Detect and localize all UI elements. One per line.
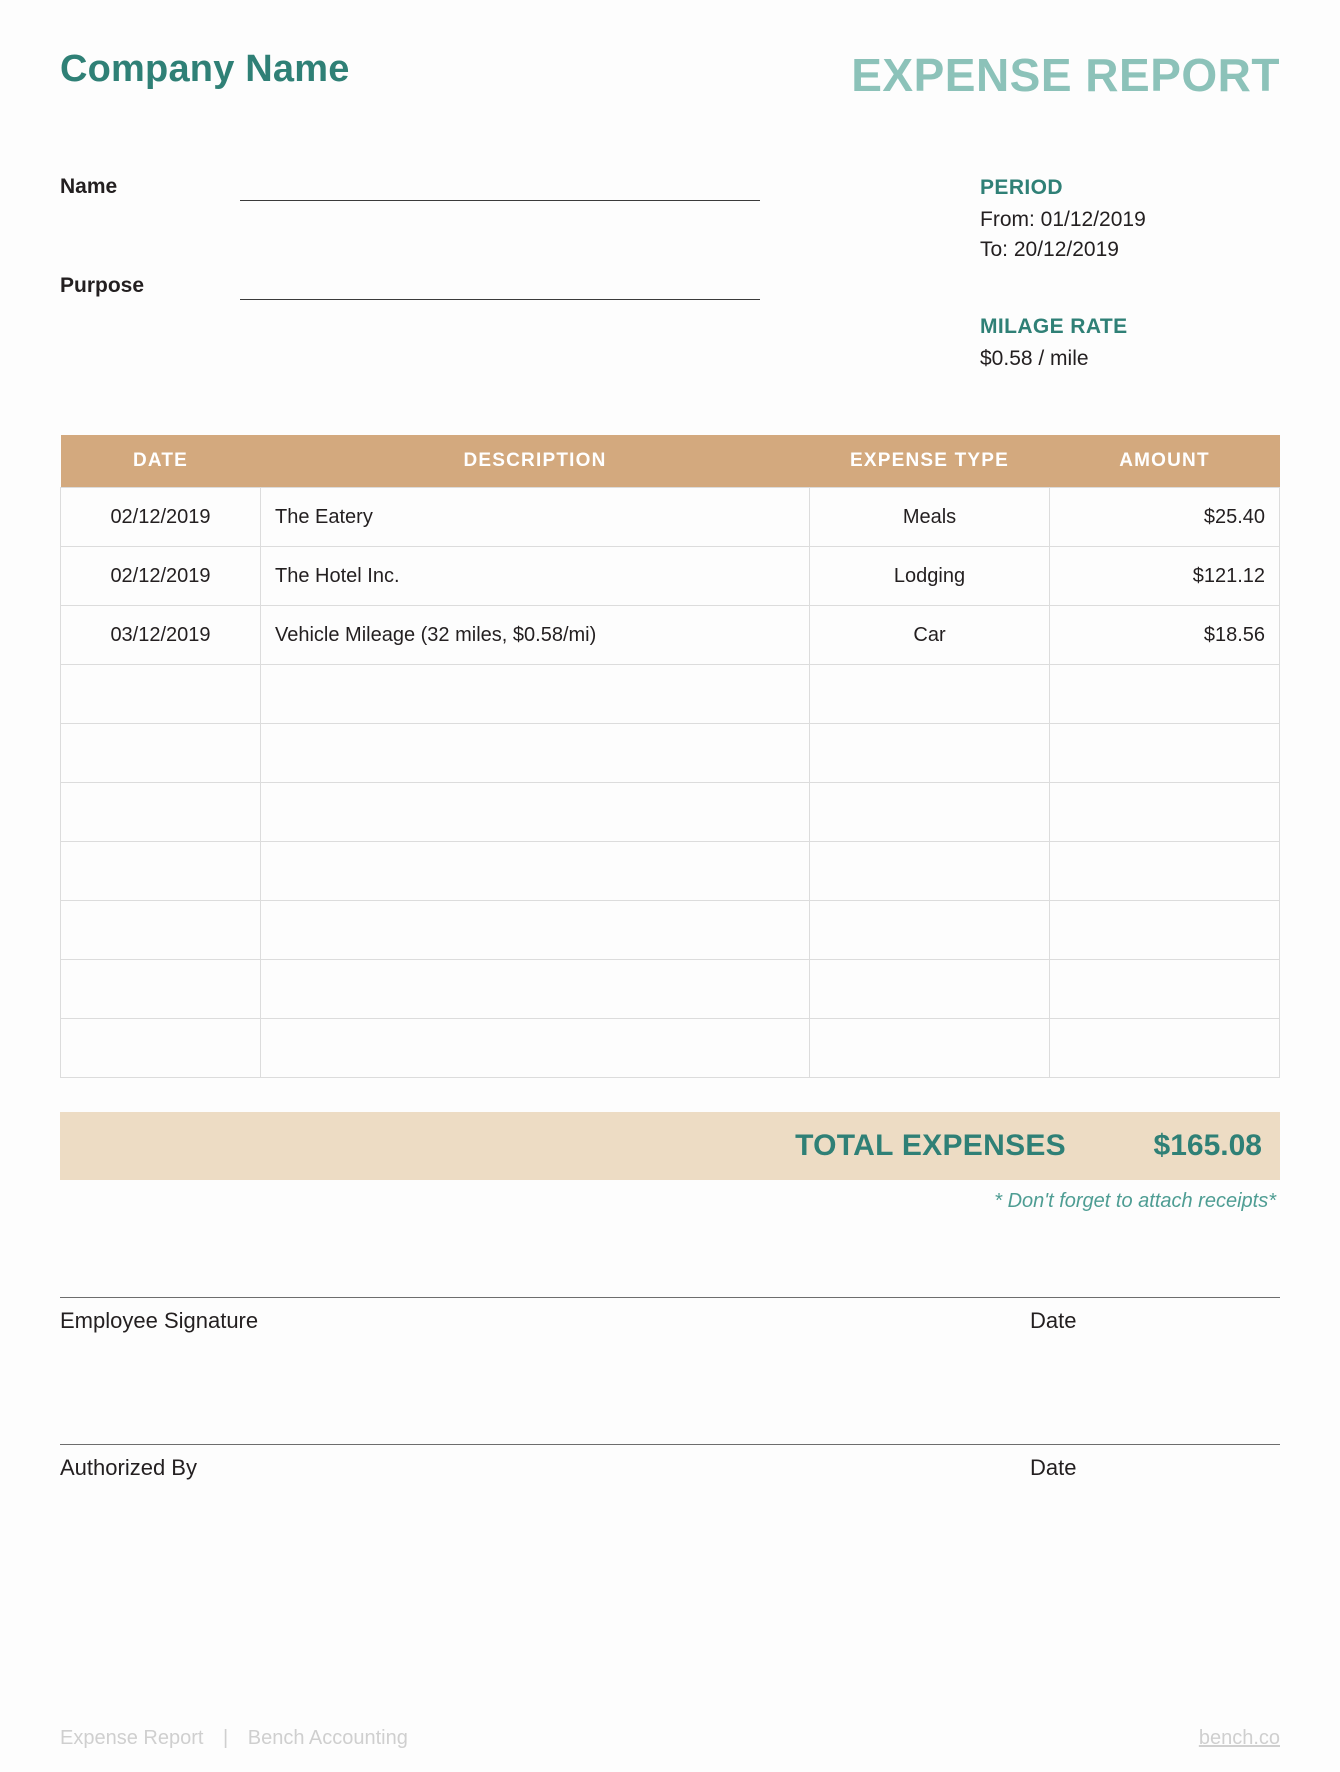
cell-description[interactable] (261, 783, 810, 842)
total-expenses-label: TOTAL EXPENSES (795, 1129, 1066, 1163)
cell-amount[interactable]: $18.56 (1050, 606, 1280, 665)
cell-date[interactable] (61, 901, 261, 960)
table-row[interactable] (61, 665, 1280, 724)
purpose-input[interactable] (240, 273, 760, 300)
cell-date[interactable] (61, 960, 261, 1019)
signature-section (60, 1297, 1280, 1481)
footer-left (60, 1727, 408, 1750)
table-row[interactable] (61, 1019, 1280, 1078)
cell-amount[interactable] (1050, 1019, 1280, 1078)
cell-expense-type[interactable] (810, 901, 1050, 960)
name-field-row (60, 174, 760, 201)
column-header-description: DESCRIPTION (261, 435, 810, 488)
period-from: From: 01/12/2019 (980, 208, 1146, 231)
total-expenses-amount: $165.08 (1153, 1129, 1262, 1163)
document-header (60, 48, 1280, 101)
cell-date[interactable] (61, 724, 261, 783)
cell-date[interactable] (61, 842, 261, 901)
cell-description[interactable] (261, 901, 810, 960)
table-row[interactable] (61, 842, 1280, 901)
cell-expense-type[interactable] (810, 842, 1050, 901)
table-row[interactable] (61, 783, 1280, 842)
cell-description[interactable]: Vehicle Mileage (32 miles, $0.58/mi) (261, 606, 810, 665)
cell-date[interactable]: 03/12/2019 (61, 606, 261, 665)
mileage-rate-heading: MILAGE RATE (980, 314, 1128, 338)
cell-expense-type[interactable] (810, 724, 1050, 783)
table-row[interactable] (61, 547, 1280, 606)
cell-expense-type[interactable] (810, 783, 1050, 842)
cell-date[interactable] (61, 665, 261, 724)
authorized-by-date-label: Date (1030, 1455, 1077, 1481)
period-heading: PERIOD (980, 176, 1063, 199)
authorized-by-block[interactable] (60, 1444, 1280, 1481)
cell-description[interactable] (261, 1019, 810, 1078)
cell-amount[interactable]: $25.40 (1050, 488, 1280, 547)
table-row[interactable] (61, 960, 1280, 1019)
cell-expense-type[interactable]: Lodging (810, 547, 1050, 606)
cell-description[interactable] (261, 724, 810, 783)
footer-link[interactable]: bench.co (1198, 1727, 1280, 1749)
expenses-table-wrapper (60, 435, 1280, 1078)
mileage-rate-value: $0.58 / mile (980, 346, 1089, 370)
cell-amount[interactable] (1050, 665, 1280, 724)
cell-expense-type[interactable] (810, 1019, 1050, 1078)
total-expenses-bar (60, 1112, 1280, 1180)
name-input[interactable] (240, 174, 760, 201)
cell-amount[interactable]: $121.12 (1050, 547, 1280, 606)
receipts-note: * Don't forget to attach receipts* (994, 1190, 1276, 1213)
employee-signature-label: Employee Signature (60, 1308, 259, 1334)
table-header-row (61, 435, 1280, 488)
name-label: Name (60, 175, 118, 198)
authorized-by-label: Authorized By (60, 1455, 197, 1481)
employee-signature-date-label: Date (1030, 1308, 1077, 1334)
cell-date[interactable]: 02/12/2019 (61, 488, 261, 547)
period-to: To: 20/12/2019 (980, 237, 1119, 261)
cell-description[interactable] (261, 665, 810, 724)
form-meta (60, 174, 1280, 373)
company-name: Company Name (60, 48, 350, 90)
cell-description[interactable]: The Hotel Inc. (261, 547, 810, 606)
cell-expense-type[interactable]: Car (810, 606, 1050, 665)
mileage-group (980, 315, 1280, 374)
cell-amount[interactable] (1050, 901, 1280, 960)
cell-expense-type[interactable] (810, 665, 1050, 724)
page-title: EXPENSE REPORT (851, 49, 1280, 101)
column-header-date: DATE (61, 435, 261, 488)
table-row[interactable] (61, 724, 1280, 783)
cell-description[interactable] (261, 960, 810, 1019)
cell-date[interactable] (61, 1019, 261, 1078)
period-and-rate (980, 174, 1280, 373)
column-header-amount: AMOUNT (1050, 435, 1280, 488)
cell-amount[interactable] (1050, 960, 1280, 1019)
cell-expense-type[interactable]: Meals (810, 488, 1050, 547)
form-fields (60, 174, 760, 373)
table-row[interactable] (61, 606, 1280, 665)
employee-signature-block[interactable] (60, 1297, 1280, 1334)
purpose-field-row (60, 273, 760, 300)
cell-description[interactable] (261, 842, 810, 901)
table-row[interactable] (61, 901, 1280, 960)
cell-amount[interactable] (1050, 842, 1280, 901)
cell-amount[interactable] (1050, 724, 1280, 783)
purpose-label: Purpose (60, 274, 145, 297)
cell-amount[interactable] (1050, 783, 1280, 842)
footer-doc-name: Expense Report (60, 1727, 204, 1749)
column-header-expense-type: EXPENSE TYPE (810, 435, 1050, 488)
footer-separator: | (222, 1727, 229, 1749)
cell-expense-type[interactable] (810, 960, 1050, 1019)
document-footer (60, 1727, 1280, 1750)
expenses-table (60, 435, 1280, 1078)
cell-description[interactable]: The Eatery (261, 488, 810, 547)
cell-date[interactable]: 02/12/2019 (61, 547, 261, 606)
cell-date[interactable] (61, 783, 261, 842)
footer-brand: Bench Accounting (247, 1727, 408, 1749)
table-row[interactable] (61, 488, 1280, 547)
